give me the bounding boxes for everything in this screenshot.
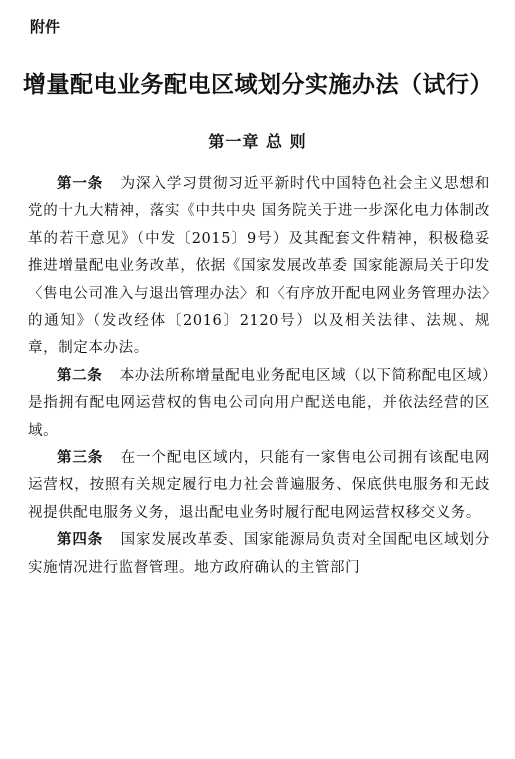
article-1	[28, 171, 490, 363]
article-text: 国家发展改革委、国家能源局负责对全国配电区域划分实施情况进行监督管理。地方政府确认的主管部门	[28, 532, 490, 576]
article-text: 在一个配电区域内，只能有一家售电公司拥有该配电网运营权，按照有关规定履行电力社会普遍服务、保底供电服务和无歧视提供配电服务义务，退出配电业务时履行配电网运营权移交义务。	[28, 450, 490, 521]
article-number: 第三条	[57, 450, 104, 467]
article-2	[28, 363, 490, 445]
document-title: 增量配电业务配电区域划分实施办法（试行）	[23, 72, 493, 98]
article-number: 第一条	[57, 176, 104, 192]
article-text: 为深入学习贯彻习近平新时代中国特色社会主义思想和党的十九大精神，落实《中共中央 国务院关于进一步深化电力体制改革的若干意见》（中发〔2015〕9号）及其配套文件精神，积极稳妥推进增量配电业务改革，依据《国家发展改革委 国家能源局关于印发〈售电公司准入与退出管理办法〉和〈有序放开配电网业务管理办法〉的通知》（发改经体〔2016〕2120号）以及相关法律、法规、规章，制定本办法。	[28, 176, 490, 357]
attachment-label: 附件	[30, 18, 61, 36]
article-list	[28, 171, 490, 582]
article-4	[28, 527, 490, 582]
article-3	[28, 445, 490, 527]
chapter-heading: 第一章 总 则	[208, 132, 307, 151]
article-number: 第二条	[57, 367, 103, 384]
article-number: 第四条	[57, 532, 104, 549]
article-text: 本办法所称增量配电业务配电区域（以下简称配电区域）是指拥有配电网运营权的售电公司向用户配送电能，并依法经营的区域。	[28, 367, 490, 439]
